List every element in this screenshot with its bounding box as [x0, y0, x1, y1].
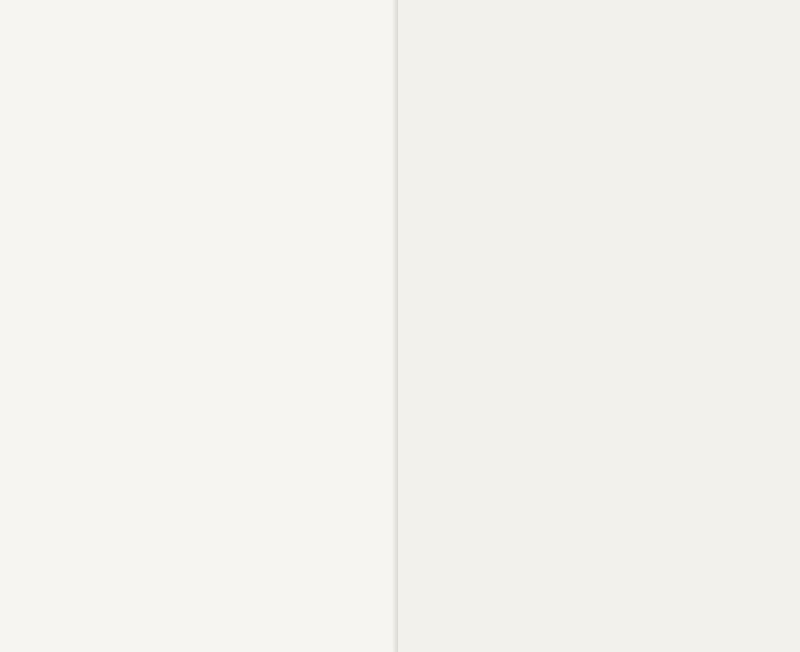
left-page	[0, 0, 398, 652]
right-page	[398, 0, 800, 652]
left-table	[0, 0, 398, 652]
right-table	[398, 0, 800, 652]
